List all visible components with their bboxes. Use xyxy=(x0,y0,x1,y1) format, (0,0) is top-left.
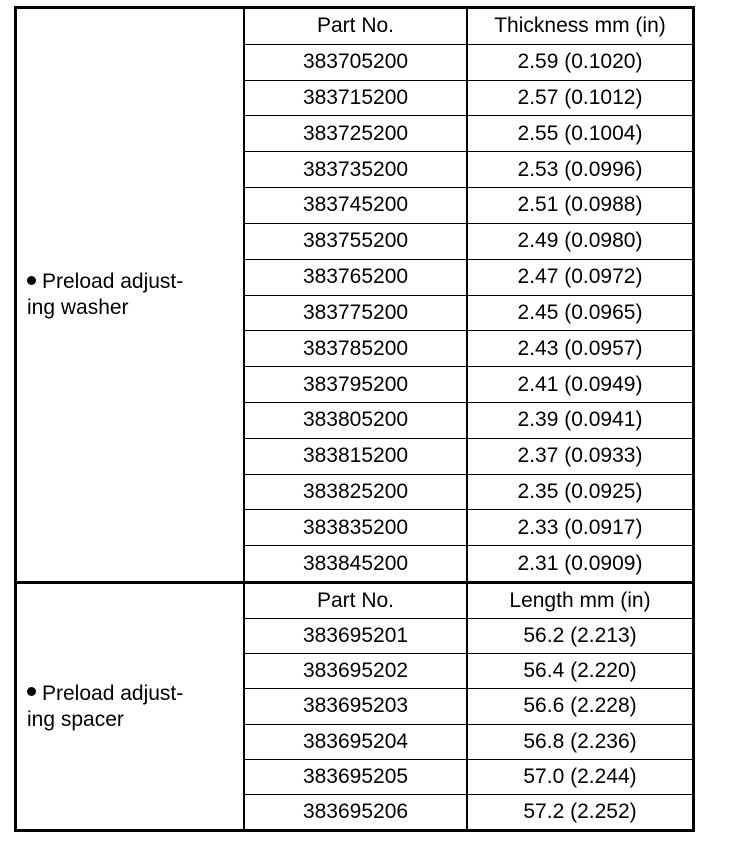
part-number-cell: 383845200 xyxy=(245,546,468,581)
part-number-cell: 383695206 xyxy=(245,795,468,829)
dimension-cell: 56.2 (2.213) xyxy=(523,624,637,648)
part-number-cell: 383825200 xyxy=(245,475,468,510)
dimension-cell: 57.2 (2.252) xyxy=(523,799,637,823)
dimension-cell: 2.55 (0.1004) xyxy=(517,121,643,145)
part-number-cell: 383815200 xyxy=(245,439,468,474)
part-number-cell: 383695204 xyxy=(245,725,468,759)
part-number-cell: 383805200 xyxy=(245,403,468,438)
table-row xyxy=(245,260,692,296)
dimension-cell: 2.53 (0.0996) xyxy=(517,157,643,181)
washer-group xyxy=(17,9,692,584)
part-number-cell: 383775200 xyxy=(245,296,468,331)
dimension-cell: 56.8 (2.236) xyxy=(523,729,637,753)
dimension-cell: 56.6 (2.228) xyxy=(523,694,637,718)
dimension-cell: Length mm (in) xyxy=(509,589,651,613)
dimension-cell: 2.39 (0.0941) xyxy=(517,408,643,432)
part-number-cell: 383755200 xyxy=(245,224,468,259)
bullet-icon xyxy=(27,276,36,285)
table-row xyxy=(245,116,692,152)
bullet-icon xyxy=(27,687,36,696)
header-row xyxy=(245,584,692,619)
dimension-cell: 2.37 (0.0933) xyxy=(517,444,643,468)
part-number-cell: 383705200 xyxy=(245,45,468,80)
dimension-cell: 2.57 (0.1012) xyxy=(517,86,643,110)
part-number-cell: 383735200 xyxy=(245,152,468,187)
part-number-cell: 383765200 xyxy=(245,260,468,295)
dimension-cell: 57.0 (2.244) xyxy=(523,764,637,788)
part-number-cell: 383695202 xyxy=(245,654,468,688)
dimension-cell: 2.33 (0.0917) xyxy=(517,515,643,539)
table-row xyxy=(245,367,692,403)
dimension-cell: 2.35 (0.0925) xyxy=(517,479,643,503)
dimension-cell: Thickness mm (in) xyxy=(494,14,666,38)
table-row xyxy=(245,760,692,795)
washer-rows xyxy=(245,9,692,581)
table-row xyxy=(245,152,692,188)
spacer-rows xyxy=(245,584,692,829)
washer-label-cell xyxy=(17,9,245,581)
table-row xyxy=(245,475,692,511)
part-number-cell: 383745200 xyxy=(245,188,468,223)
table-row xyxy=(245,546,692,581)
dimension-cell: 2.31 (0.0909) xyxy=(517,551,643,575)
dimension-cell: 2.45 (0.0965) xyxy=(517,300,643,324)
part-number-cell: Part No. xyxy=(245,584,468,618)
washer-label: Preload adjust- ing washer xyxy=(27,270,184,319)
table-row xyxy=(245,331,692,367)
dimension-cell: 56.4 (2.220) xyxy=(523,659,637,683)
table-row xyxy=(245,188,692,224)
table-row xyxy=(245,45,692,81)
spacer-group xyxy=(17,584,692,829)
spacer-label: Preload adjust- ing spacer xyxy=(27,681,184,731)
table-row xyxy=(245,510,692,546)
table-row xyxy=(245,403,692,439)
table-row xyxy=(245,654,692,689)
table-row xyxy=(245,689,692,724)
table-row xyxy=(245,439,692,475)
dimension-cell: 2.41 (0.0949) xyxy=(517,372,643,396)
part-number-cell: 383795200 xyxy=(245,367,468,402)
part-number-cell: 383695205 xyxy=(245,760,468,794)
table-row xyxy=(245,224,692,260)
parts-table xyxy=(14,6,695,832)
table-row xyxy=(245,725,692,760)
table-row xyxy=(245,619,692,654)
header-row xyxy=(245,9,692,45)
part-number-cell: 383785200 xyxy=(245,331,468,366)
part-number-cell: 383695203 xyxy=(245,689,468,723)
part-number-cell: Part No. xyxy=(245,9,468,44)
table-row xyxy=(245,296,692,332)
dimension-cell: 2.51 (0.0988) xyxy=(517,193,643,217)
part-number-cell: 383695201 xyxy=(245,619,468,653)
dimension-cell: 2.43 (0.0957) xyxy=(517,336,643,360)
dimension-cell: 2.49 (0.0980) xyxy=(517,229,643,253)
part-number-cell: 383715200 xyxy=(245,81,468,116)
dimension-cell: 2.47 (0.0972) xyxy=(517,265,643,289)
table-row xyxy=(245,795,692,829)
part-number-cell: 383725200 xyxy=(245,116,468,151)
spacer-label-cell xyxy=(17,584,245,829)
dimension-cell: 2.59 (0.1020) xyxy=(517,50,643,74)
part-number-cell: 383835200 xyxy=(245,510,468,545)
table-row xyxy=(245,81,692,117)
